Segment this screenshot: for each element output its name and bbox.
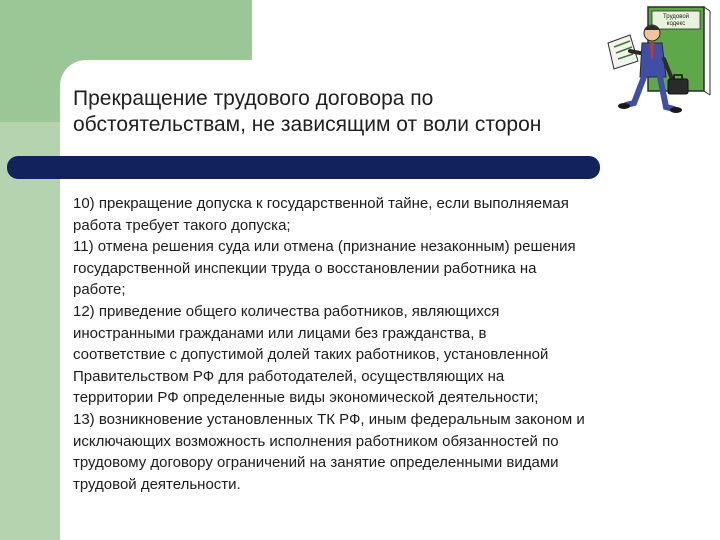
list-item: [73, 301, 703, 409]
item-line: Правительством РФ для работодателей, осуществляющих на: [73, 367, 505, 385]
item-line: трудовой деятельности.: [73, 475, 241, 493]
item-line: территории РФ определенные виды экономической деятельности;: [73, 389, 539, 407]
item-line: исключающих возможность исполнения работником обязанностей по: [73, 432, 559, 450]
title-divider-bar: [7, 156, 600, 179]
book-title-word-2: кодекс: [666, 21, 686, 27]
item-line: работе;: [73, 281, 126, 299]
list-item: [73, 409, 703, 495]
item-line: государственной инспекции труда о восстановлении работника на: [73, 259, 537, 277]
slide-body: [73, 193, 703, 495]
title-line-1: Прекращение трудового договора по: [73, 87, 434, 110]
item-line: 12) приведение общего количества работников, являющихся: [73, 302, 500, 320]
item-line: 10) прекращение допуска к государственной тайне, если выполняемая: [73, 195, 569, 212]
man-with-labor-code-icon: [600, 3, 718, 119]
title-line-2: обстоятельствам, не зависящим от воли сторон: [73, 113, 542, 136]
item-line: трудовому договору ограничений на занятие определенными видами: [73, 454, 559, 472]
book-title-word-1: Трудовой: [662, 14, 690, 20]
list-item: [73, 193, 703, 236]
slide-title: [73, 86, 633, 138]
decorative-green-strip: [0, 122, 60, 540]
item-line: 13) возникновение установленных ТК РФ, иным федеральным законом и: [73, 410, 585, 428]
item-line: соответствие с допустимой долей таких работников, установленной: [73, 346, 549, 364]
item-line: иностранными гражданами или лицами без гражданства, в: [73, 324, 487, 342]
list-item: [73, 236, 703, 301]
item-line: 11) отмена решения суда или отмена (признание незаконным) решения: [73, 238, 576, 256]
item-line: работа требует такого допуска;: [73, 216, 291, 234]
